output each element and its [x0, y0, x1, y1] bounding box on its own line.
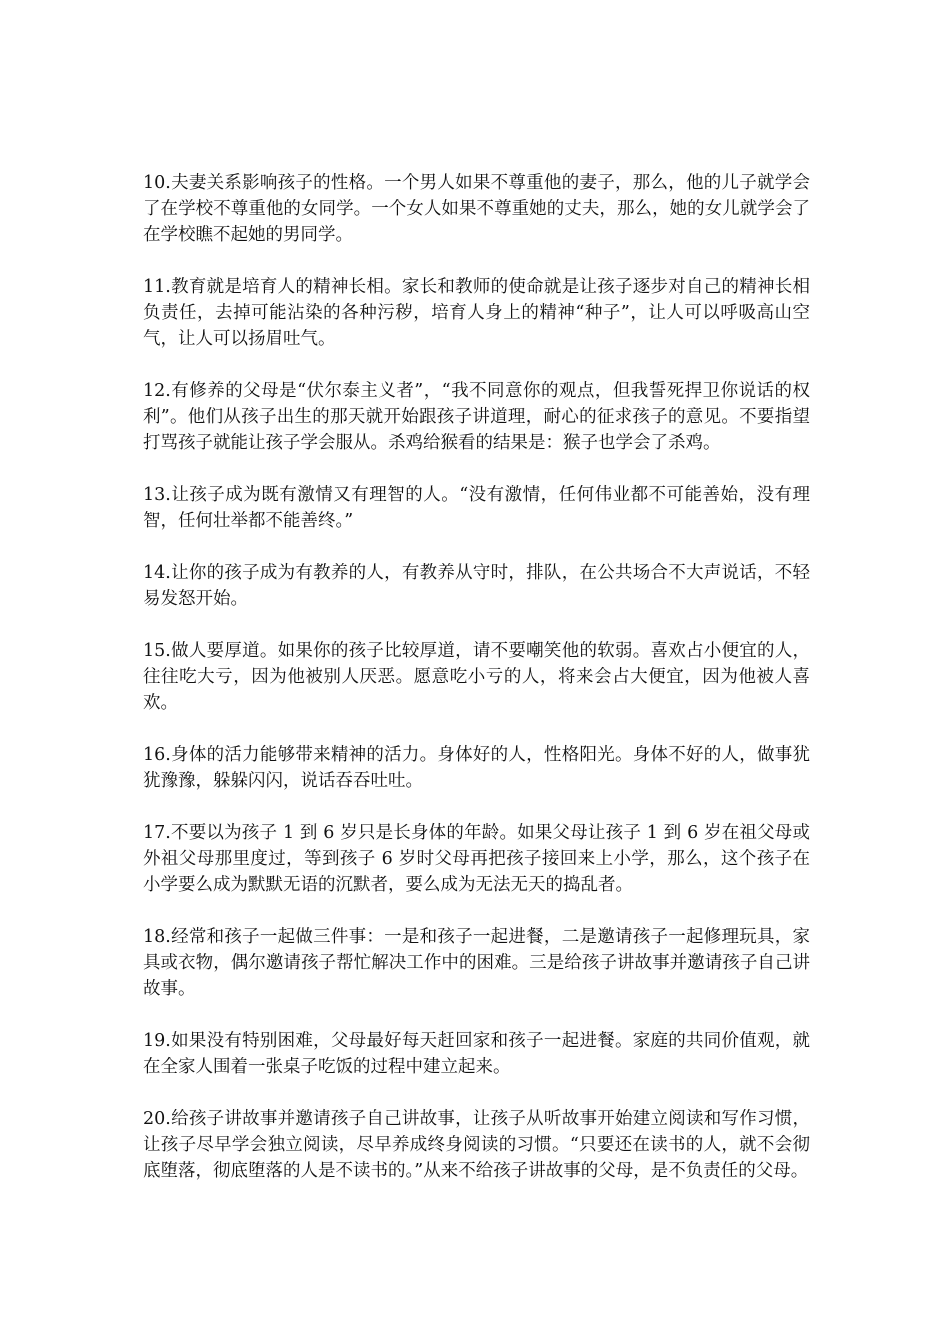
- paragraph-17: 17.不要以为孩子 1 到 6 岁只是长身体的年龄。如果父母让孩子 1 到 6 岁在祖父母或外祖父母那里度过，等到孩子 6 岁时父母再把孩子接回来上小学，那么，这个孩子在小学要么成为默默无语的沉默者，要么成为无法无天的捣乱者。: [143, 823, 810, 895]
- paragraph-20: 20.给孩子讲故事并邀请孩子自己讲故事，让孩子从听故事开始建立阅读和写作习惯，让孩子尽早学会独立阅读，尽早养成终身阅读的习惯。“只要还在读书的人，就不会彻底堕落，彻底堕落的人是不读书的。”从来不给孩子讲故事的父母，是不负责任的父母。: [143, 1109, 810, 1181]
- paragraph-14: 14.让你的孩子成为有教养的人，有教养从守时，排队，在公共场合不大声说话，不轻易发怒开始。: [143, 563, 810, 609]
- paragraph-15: 15.做人要厚道。如果你的孩子比较厚道，请不要嘲笑他的软弱。喜欢占小便宜的人，往往吃大亏，因为他被别人厌恶。愿意吃小亏的人，将来会占大便宜，因为他被人喜欢。: [143, 641, 810, 713]
- paragraph-12: 12.有修养的父母是“伏尔泰主义者”，“我不同意你的观点，但我誓死捍卫你说话的权利”。他们从孩子出生的那天就开始跟孩子讲道理，耐心的征求孩子的意见。不要指望打骂孩子就能让孩子学会服从。杀鸡给猴看的结果是：猴子也学会了杀鸡。: [143, 381, 810, 453]
- paragraph-11: 11.教育就是培育人的精神长相。家长和教师的使命就是让孩子逐步对自己的精神长相负责任，去掉可能沾染的各种污秽，培育人身上的精神“种子”，让人可以呼吸高山空气，让人可以扬眉吐气。: [143, 277, 810, 349]
- paragraph-10: 10.夫妻关系影响孩子的性格。一个男人如果不尊重他的妻子，那么，他的儿子就学会了在学校不尊重他的女同学。一个女人如果不尊重她的丈夫，那么，她的女儿就学会了在学校瞧不起她的男同学。: [143, 173, 810, 245]
- paragraph-16: 16.身体的活力能够带来精神的活力。身体好的人，性格阳光。身体不好的人，做事犹犹豫豫，躲躲闪闪，说话吞吞吐吐。: [143, 745, 810, 791]
- paragraph-19: 19.如果没有特别困难，父母最好每天赶回家和孩子一起进餐。家庭的共同价值观，就在全家人围着一张桌子吃饭的过程中建立起来。: [143, 1031, 810, 1077]
- document-body: [143, 170, 810, 1210]
- paragraph-18: 18.经常和孩子一起做三件事：一是和孩子一起进餐，二是邀请孩子一起修理玩具，家具或衣物，偶尔邀请孩子帮忙解决工作中的困难。三是给孩子讲故事并邀请孩子自己讲故事。: [143, 927, 810, 999]
- paragraph-13: 13.让孩子成为既有激情又有理智的人。“没有激情，任何伟业都不可能善始，没有理智，任何壮举都不能善终。”: [143, 485, 810, 531]
